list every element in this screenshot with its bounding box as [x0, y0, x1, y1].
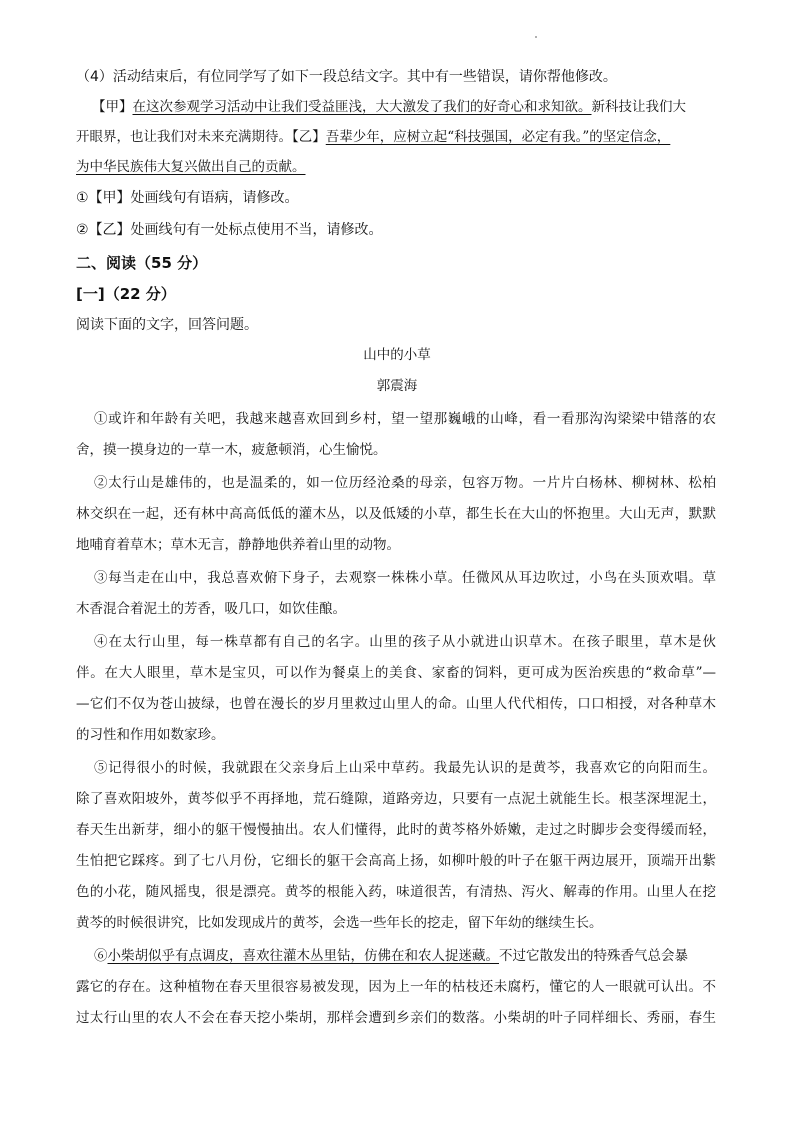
- part-heading: [一]（22 分）: [76, 285, 176, 303]
- passage-yi-underlined: 吾辈少年，应树立起“科技强国，必定有我。”的坚定信念，: [325, 129, 671, 145]
- paragraph-6-underlined: 小柴胡似乎有点调皮，喜欢往灌木丛里钻，仿佛在和农人捉迷藏。: [107, 948, 499, 964]
- paragraph-6-number: ⑥: [94, 948, 108, 964]
- article-line: 生怕把它踩疼。到了七八月份，它细长的躯干会高高上扬，如柳叶般的叶子在躯干两边展开，顶端开出紫: [76, 853, 716, 869]
- article-line: 舍，摸一摸身边的一草一木，疲惫顿消，心生愉悦。: [76, 442, 387, 458]
- passage-jia-marker: 【甲】: [92, 99, 133, 115]
- article-line: 木香混合着泥土的芳香，吸几口，如饮佳酿。: [76, 601, 346, 617]
- article-line: ④在太行山里，每一株草都有自己的名字。山里的孩子从小就进山识草木。在孩子眼里，草木是伙: [94, 634, 716, 650]
- article-line: 过太行山里的农人不会在春天挖小柴胡，那样会遭到乡亲们的数落。小柴胡的叶子同样细长、秀丽，春生: [76, 1010, 716, 1026]
- article-line: 的习性和作用如数家珍。: [76, 727, 225, 743]
- article-line: 露它的存在。这种植物在春天里很容易被发现，因为上一年的枯枝还未腐朽，懂它的人一眼就可认出。不: [76, 979, 716, 995]
- article-line: 伴。在大人眼里，草木是宝贝，可以作为餐桌上的美食、家畜的饲料，更可成为医治疾患的“救命草”—: [76, 665, 716, 681]
- page-mark: [535, 36, 537, 38]
- article-title: 山中的小草: [363, 347, 431, 363]
- article-line: 春天生出新芽，细小的躯干慢慢抽出。农人们懂得，此时的黄芩格外娇嫩，走过之时脚步会变得缓而轻，: [76, 822, 716, 838]
- passage-line-2-start: 开眼界，也让我们对未来充满期待。【乙】: [76, 129, 326, 145]
- question-4-item-1: ①【甲】处画线句有语病，请修改。: [76, 190, 299, 206]
- article-line: ⑤记得很小的时候，我就跟在父亲身后上山采中草药。我最先认识的是黄芩，我喜欢它的向阳而生。: [94, 760, 716, 776]
- article-line: 黄芩的时候很讲究，比如发现成片的黄芩，会选一些年长的挖走，留下年幼的继续生长。: [76, 915, 603, 931]
- passage-jia-underlined: 在这次参观学习活动中让我们受益匪浅，大大激发了我们的好奇心和求知欲。: [132, 99, 592, 115]
- question-4-prompt: （4）活动结束后，有位同学写了如下一段总结文字。其中有一些错误，请你帮他修改。: [76, 69, 617, 85]
- paragraph-6-rest: 不过它散发出的特殊香气总会暴: [499, 948, 688, 964]
- section-heading: 二、阅读（55 分）: [76, 254, 208, 272]
- passage-line-3: 为中华民族伟大复兴做出自己的贡献。: [76, 159, 306, 175]
- article-line: ②太行山是雄伟的，也是温柔的，如一位历经沧桑的母亲，包容万物。一片片白杨林、柳树林、松柏: [94, 475, 716, 491]
- passage-line-1: [92, 97, 722, 117]
- article-line: —它们不仅为苍山披绿，也曾在漫长的岁月里救过山里人的命。山里人代代相传，口口相授，对各种草木: [76, 696, 716, 712]
- article-line: [94, 946, 716, 966]
- article-line: ③每当走在山中，我总喜欢俯下身子，去观察一株株小草。任微风从耳边吹过，小鸟在头顶欢唱。草: [94, 570, 716, 586]
- article-line: 除了喜欢阳坡外，黄芩似乎不再择地，荒石缝隙，道路旁边，只要有一点泥土就能生长。根茎深埋泥土，: [76, 791, 716, 807]
- article-author: 郭震海: [376, 378, 418, 394]
- question-4-item-2: ②【乙】处画线句有一处标点使用不当，请修改。: [76, 222, 383, 238]
- article-line: ①或许和年龄有关吧，我越来越喜欢回到乡村，望一望那巍峨的山峰，看一看那沟沟梁梁中错落的农: [94, 411, 716, 427]
- article-line: 林交织在一起，还有林中高高低低的灌木丛，以及低矮的小草，都生长在大山的怀抱里。大山无声，默默: [76, 506, 716, 522]
- reading-instruction: 阅读下面的文字，回答问题。: [76, 317, 258, 333]
- article-line: 色的小花，随风摇曳，很是漂亮。黄芩的根能入药，味道很苦，有清热、泻火、解毒的作用。山里人在挖: [76, 884, 716, 900]
- passage-line-1-rest: 新科技让我们大: [591, 99, 686, 115]
- article-line: 地哺育着草木；草木无言，静静地供养着山里的动物。: [76, 537, 400, 553]
- passage-line-2: [76, 127, 726, 147]
